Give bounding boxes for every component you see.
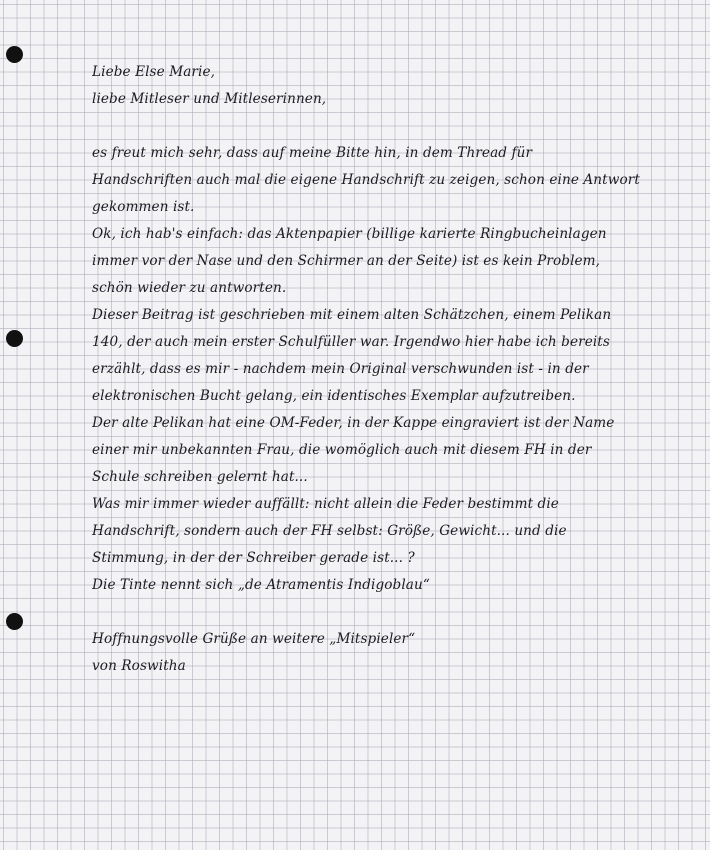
blank-line bbox=[92, 113, 692, 140]
closing-line: Hoffnungsvolle Grüße an weitere „Mitspieler“ bbox=[92, 631, 416, 647]
greeting-line-2: liebe Mitleser und Mitleserinnen, bbox=[92, 91, 327, 107]
body-line-16: Stimmung, in der der Schreiber gerade ist... ? bbox=[92, 550, 415, 566]
binder-hole-bottom bbox=[6, 613, 23, 630]
body-line-14: Was mir immer wieder auffällt: nicht allein die Feder bestimmt die bbox=[92, 496, 559, 512]
body-line-11: Der alte Pelikan hat eine OM-Feder, in der Kappe eingraviert ist der Name bbox=[92, 415, 615, 431]
body-line-4: Ok, ich hab's einfach: das Aktenpapier (billige karierte Ringbucheinlagen bbox=[92, 226, 607, 242]
body-line-15: Handschrift, sondern auch der FH selbst: Größe, Gewicht... und die bbox=[92, 523, 567, 539]
body-line-7: Dieser Beitrag ist geschrieben mit einem alten Schätzchen, einem Pelikan bbox=[92, 307, 612, 323]
binder-hole-top bbox=[6, 46, 23, 63]
body-line-10: elektronischen Bucht gelang, ein identisches Exemplar aufzutreiben. bbox=[92, 388, 576, 404]
binder-hole-middle bbox=[6, 330, 23, 347]
body-line-1: es freut mich sehr, dass auf meine Bitte hin, in dem Thread für bbox=[92, 145, 533, 161]
greeting-line-1: Liebe Else Marie, bbox=[92, 64, 216, 80]
body-line-17: Die Tinte nennt sich „de Atramentis Indigoblau“ bbox=[92, 577, 430, 593]
body-line-6: schön wieder zu antworten. bbox=[92, 280, 287, 296]
body-line-13: Schule schreiben gelernt hat... bbox=[92, 469, 308, 485]
body-line-12: einer mir unbekannten Frau, die womöglich auch mit diesem FH in der bbox=[92, 442, 592, 458]
blank-line bbox=[92, 599, 692, 626]
body-line-8: 140, der auch mein erster Schulfüller war. Irgendwo hier habe ich bereits bbox=[92, 334, 610, 350]
handwritten-letter bbox=[92, 59, 692, 680]
signature-line: von Roswitha bbox=[92, 658, 186, 674]
body-line-5: immer vor der Nase und den Schirmer an der Seite) ist es kein Problem, bbox=[92, 253, 601, 269]
body-line-9: erzählt, dass es mir - nachdem mein Original verschwunden ist - in der bbox=[92, 361, 589, 377]
body-line-2: Handschriften auch mal die eigene Handschrift zu zeigen, schon eine Antwort bbox=[92, 172, 640, 188]
body-line-3: gekommen ist. bbox=[92, 199, 195, 215]
